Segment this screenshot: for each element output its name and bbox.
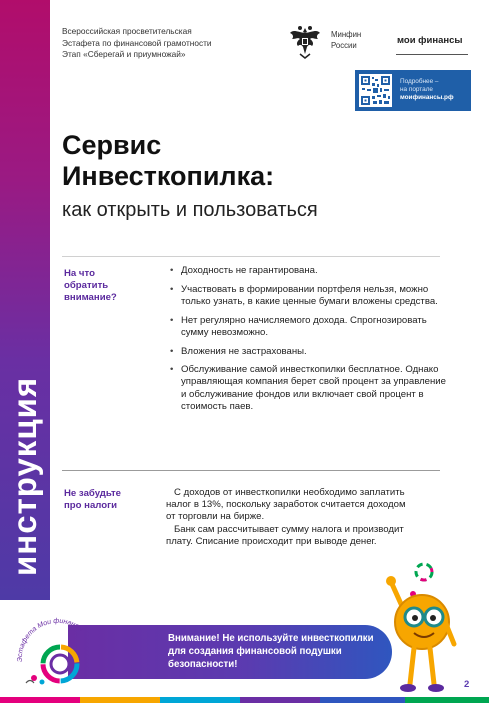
list-item: • Доходность не гарантирована. <box>168 265 448 277</box>
org-line-3: Этап «Сберегай и приумножай» <box>62 49 186 59</box>
stripe-blue <box>320 697 405 703</box>
org-line-2: Эстафета по финансовой грамотности <box>62 37 212 48</box>
attention-heading-line-2: обратить <box>64 280 109 291</box>
org-line-1: Всероссийская просветительская <box>62 26 192 36</box>
qr-code-icon <box>359 74 392 107</box>
taxes-heading-line-1: Не забудьте <box>64 488 121 499</box>
page-number: 2 <box>464 679 470 690</box>
relay-logo-icon <box>8 612 108 690</box>
section-divider-middle <box>62 470 440 471</box>
list-item: • Вложения не застрахованы. <box>168 346 448 358</box>
list-item: • Нет регулярно начисляемого дохода. Спрогнозировать сумму невозможно. <box>168 315 448 339</box>
taxes-paragraph-1: С доходов от инвесткопилки необходимо заплатить налог в 13%, поскольку заработок считается доходом от торговли на бирже. <box>166 487 406 523</box>
taxes-heading-line-2: про налоги <box>64 500 118 511</box>
minfin-label <box>331 30 361 51</box>
portal-text <box>400 78 454 102</box>
minfin-line-2: России <box>331 40 357 50</box>
list-item: • Обслуживание самой инвесткопилки бесплатное. Однако управляющая компания берет свой процент за управление и обслуживание фондов или включает свой процент в стоимость паев. <box>168 364 448 413</box>
title-line-1: Сервис <box>62 130 162 160</box>
taxes-text <box>166 487 416 548</box>
stripe-cyan <box>160 697 240 703</box>
coin-mascot-icon <box>380 560 464 696</box>
brand-logo: мои финансы <box>397 35 463 46</box>
portal-line-2: на портале <box>400 86 433 93</box>
relay-header <box>62 26 212 61</box>
brand-underline <box>396 54 468 55</box>
eagle-emblem-icon <box>288 24 322 60</box>
attention-heading <box>64 268 117 304</box>
warning-banner-text: Внимание! Не используйте инвесткопилки для создания финансовой подушки безопасности! <box>168 633 374 670</box>
portal-link[interactable] <box>355 70 471 111</box>
title-subtitle: как открыть и пользоваться <box>62 199 318 221</box>
portal-site-name: моифинансы.рф <box>400 94 454 101</box>
attention-list <box>168 265 448 420</box>
minfin-line-1: Минфин <box>331 30 362 39</box>
stripe-pink <box>0 697 80 703</box>
stripe-purple <box>240 697 320 703</box>
stripe-orange <box>80 697 160 703</box>
taxes-paragraph-2: Банк сам рассчитывает сумму налога и производит плату. Списание происходит при выводе денег. <box>166 523 404 547</box>
attention-heading-line-1: На что <box>64 268 95 279</box>
side-label: инструкция <box>6 376 43 576</box>
title-line-2: Инвесткопилка: <box>62 161 275 191</box>
section-divider-top <box>62 256 440 257</box>
portal-site <box>400 94 454 102</box>
relay-logo-text: Эстафета Мои финансы <box>16 617 85 663</box>
attention-heading-line-3: внимание? <box>64 292 117 303</box>
stripe-green <box>405 697 489 703</box>
list-item: • Участвовать в формировании портфеля нельзя, можно только узнать, в какие ценные бумаги вложены средства. <box>168 284 448 308</box>
color-stripes <box>0 697 489 703</box>
portal-line-1: Подробнее – <box>400 78 439 85</box>
taxes-heading <box>64 488 121 512</box>
